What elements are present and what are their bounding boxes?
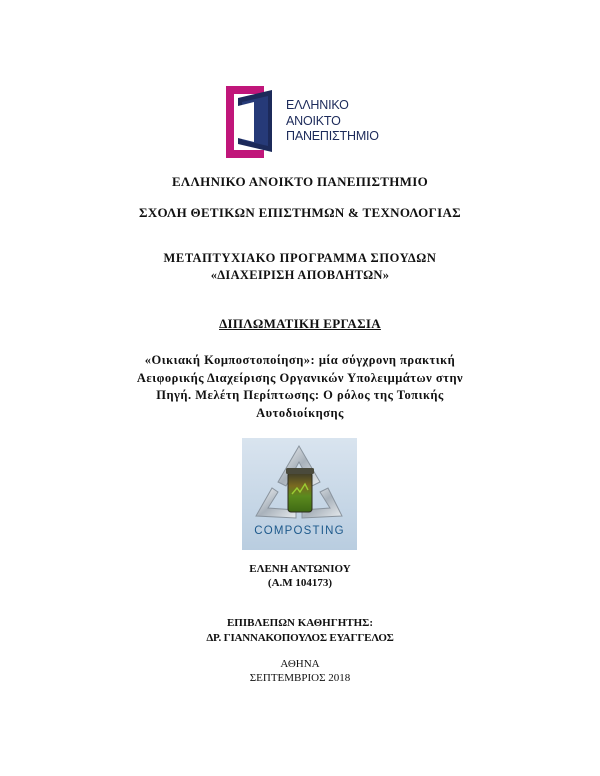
logo-wordmark [286,98,379,145]
thesis-title-line-4: Αυτοδιοίκησης [256,405,344,420]
program-title: ΜΕΤΑΠΤΥΧΙΑΚΟ ΠΡΟΓΡΑΜΜΑ ΣΠΟΥΔΩΝ [163,251,437,265]
thesis-type-text: ΔΙΠΛΩΜΑΤΙΚΗ ΕΡΓΑΣΙΑ [219,316,381,331]
submission-date: ΣΕΠΤΕΜΒΡΙΟΣ 2018 [249,672,351,684]
logo-mark-icon [224,84,284,160]
thesis-title-line-2: Αειφορικής Διαχείρισης Οργανικών Υπολειμμάτων στην [136,370,464,385]
composting-label: COMPOSTING [254,525,345,537]
thesis-title-line-3: Πηγή. Μελέτη Περίπτωσης: Ο ρόλος της Τοπικής [156,388,444,402]
supervisor-label: ΕΠΙΒΛΕΠΩΝ ΚΑΘΗΓΗΤΗΣ: [226,617,374,629]
program-subtitle: «ΔΙΑΧΕΙΡΙΣΗ ΑΠΟΒΛΗΤΩΝ» [210,268,390,282]
logo-line-2: ΑΝΟΙΚΤΟ [286,113,341,128]
city: ΑΘΗΝΑ [280,658,320,670]
thesis-title-line-1: «Οικιακή Κομποστοποίηση»: μία σύγχρονη πρακτική [144,353,456,367]
school-name: ΣΧΟΛΗ ΘΕΤΙΚΩΝ ΕΠΙΣΤΗΜΩΝ & ΤΕΧΝΟΛΟΓΙΑΣ [139,205,461,220]
thesis-title [90,352,510,422]
supervisor-name: ΔΡ. ΓΙΑΝΝΑΚΟΠΟΥΛΟΣ ΕΥΑΓΓΕΛΟΣ [206,632,394,644]
university-logo [224,84,384,160]
composting-image [242,438,357,550]
university-name: ΕΛΛΗΝΙΚΟ ΑΝΟΙΚΤΟ ΠΑΝΕΠΙΣΤΗΜΙΟ [171,174,429,189]
logo-line-3: ΠΑΝΕΠΙΣΤΗΜΙΟ [286,129,379,143]
author-name: ΕΛΕΝΗ ΑΝΤΩΝΙΟΥ [249,563,351,575]
thesis-type-heading [0,316,600,332]
author-registration: (Α.Μ 104173) [267,577,333,589]
logo-line-1: ΕΛΛΗΝΙΚΟ [286,98,349,112]
